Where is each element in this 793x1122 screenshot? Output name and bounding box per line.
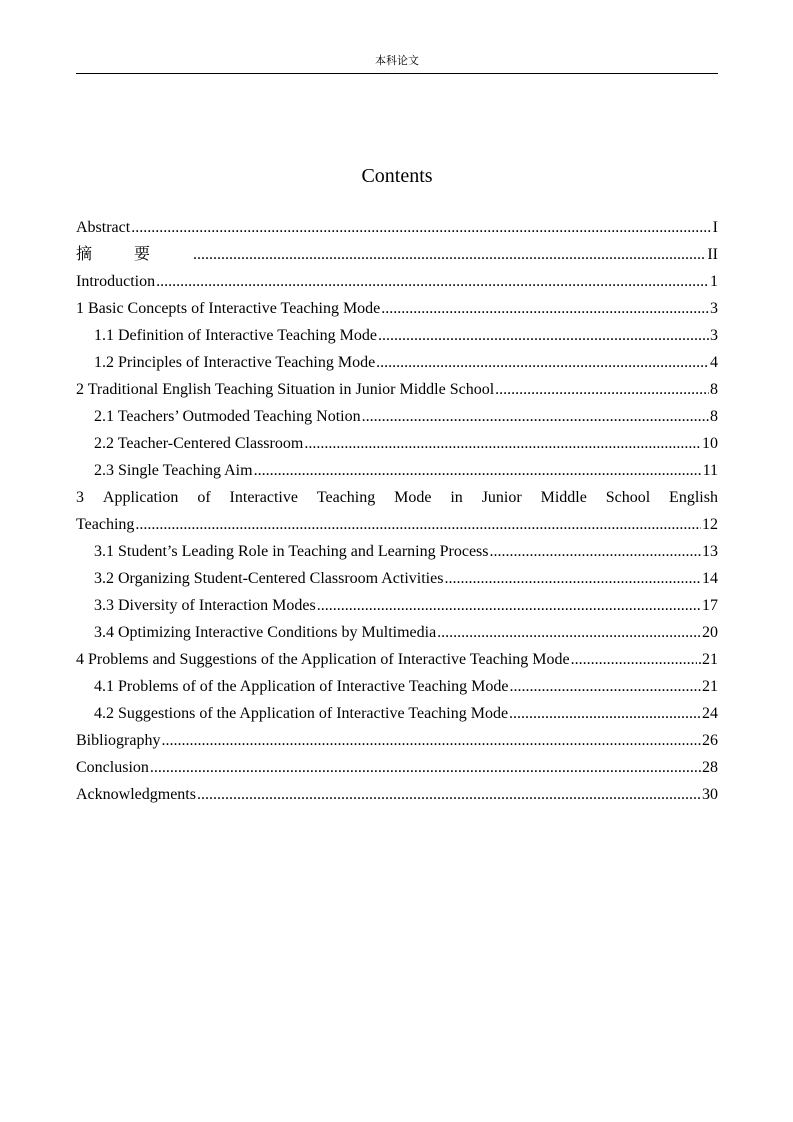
dot-leader xyxy=(135,511,701,538)
toc-entry-label: 2.3 Single Teaching Aim xyxy=(94,462,253,479)
toc-entry-page: 20 xyxy=(702,624,718,641)
toc-entry-ch1-2[interactable] xyxy=(76,349,718,376)
toc-entry-label: 3.2 Organizing Student-Centered Classroom Activities xyxy=(94,570,444,587)
toc-word: Junior xyxy=(481,489,522,506)
toc-entry-label: Teaching xyxy=(76,516,135,533)
dot-leader xyxy=(571,646,697,673)
dot-leader xyxy=(156,268,709,295)
dot-leader xyxy=(317,592,701,619)
toc-entry-page: 24 xyxy=(702,705,718,722)
toc-entry-ch2-2[interactable] xyxy=(76,430,718,457)
dot-leader xyxy=(378,322,709,349)
toc-entry-label: Acknowledgments xyxy=(76,786,196,803)
toc-entry-introduction[interactable] xyxy=(76,268,718,295)
toc-entry-page: 26 xyxy=(702,732,718,749)
toc-entry-label: 1.1 Definition of Interactive Teaching Mode xyxy=(94,327,377,344)
toc-word: Teaching xyxy=(316,489,376,506)
toc-entry-label: 3.1 Student’s Leading Role in Teaching and Learning Process xyxy=(94,543,489,560)
toc-entry-label: Conclusion xyxy=(76,759,149,776)
toc-word: Interactive xyxy=(229,489,298,506)
toc-entry-ch3-3[interactable] xyxy=(76,592,718,619)
toc-entry-ch3-2[interactable] xyxy=(76,565,718,592)
toc-entry-page: 8 xyxy=(710,408,718,425)
toc-entry-ch3-line1[interactable] xyxy=(76,484,718,511)
dot-leader xyxy=(376,349,709,376)
toc-entry-bibliography[interactable] xyxy=(76,727,718,754)
toc-entry-ch4-1[interactable] xyxy=(76,673,718,700)
dot-leader xyxy=(131,214,711,241)
toc-entry-ch1-1[interactable] xyxy=(76,322,718,349)
toc-entry-page: .21 xyxy=(698,651,718,668)
toc-entry-label: 4.1 Problems of of the Application of Interactive Teaching Mode xyxy=(94,678,509,695)
toc-entry-conclusion[interactable] xyxy=(76,754,718,781)
toc-entry-acknowledgments[interactable] xyxy=(76,781,718,808)
toc-entry-ch2-1[interactable] xyxy=(76,403,718,430)
toc-entry-label: 2.1 Teachers’ Outmoded Teaching Notion xyxy=(94,408,361,425)
toc-entry-label: Introduction xyxy=(76,273,156,290)
toc-entry-page: 30 xyxy=(702,786,718,803)
toc-entry-label: 4.2 Suggestions of the Application of Interactive Teaching Mode xyxy=(94,705,509,722)
dot-leader xyxy=(197,781,701,808)
toc-entry-page: 12 xyxy=(702,516,718,533)
dot-leader xyxy=(193,241,706,268)
dot-leader xyxy=(495,376,709,403)
toc-entry-page: 3 xyxy=(710,327,718,344)
toc-entry-page: 28 xyxy=(702,759,718,776)
dot-leader xyxy=(437,619,701,646)
toc-word: in xyxy=(450,489,463,506)
toc-entry-page: 17 xyxy=(702,597,718,614)
toc-entry-ch1[interactable] xyxy=(76,295,718,322)
toc-entry-page: I xyxy=(712,219,718,236)
toc-word: 3 xyxy=(76,489,84,506)
dot-leader xyxy=(254,457,702,484)
toc-entry-abstract-cn[interactable] xyxy=(76,241,718,268)
dot-leader xyxy=(490,538,702,565)
toc-entry-page: 14 xyxy=(702,570,718,587)
toc-entry-label: 1 Basic Concepts of Interactive Teaching Mode xyxy=(76,300,381,317)
toc-entry-label: Abstract xyxy=(76,219,131,236)
toc-entry-abstract[interactable] xyxy=(76,214,718,241)
toc-word: Middle xyxy=(540,489,587,506)
header-divider xyxy=(76,73,718,74)
toc-entry-label: 1.2 Principles of Interactive Teaching Mode xyxy=(94,354,376,371)
dot-leader xyxy=(362,403,709,430)
dot-leader xyxy=(509,673,701,700)
toc-entry-page: 4 xyxy=(710,354,718,371)
toc-entry-label: 4 Problems and Suggestions of the Application of Interactive Teaching Mode xyxy=(76,651,570,668)
toc-entry-ch3-1[interactable] xyxy=(76,538,718,565)
toc-word: English xyxy=(669,489,718,506)
toc-word: Application xyxy=(102,489,179,506)
page-title: Contents xyxy=(361,165,433,187)
toc-entry-page: 13 xyxy=(702,543,718,560)
dot-leader xyxy=(509,700,701,727)
toc-entry-label: 3.3 Diversity of Interaction Modes xyxy=(94,597,316,614)
toc-word: School xyxy=(605,489,651,506)
dot-leader xyxy=(444,565,701,592)
toc-entry-page: 11 xyxy=(702,462,718,479)
toc-entry-ch3-line2[interactable] xyxy=(76,511,718,538)
toc-entry-ch4[interactable] xyxy=(76,646,718,673)
toc-word: Mode xyxy=(394,489,432,506)
toc-entry-ch2-3[interactable] xyxy=(76,457,718,484)
dot-leader xyxy=(304,430,701,457)
toc-entry-label: 摘要 xyxy=(76,246,193,263)
toc-entry-page: 1 xyxy=(710,273,718,290)
toc-entry-page: 3 xyxy=(710,300,718,317)
toc-entry-ch4-2[interactable] xyxy=(76,700,718,727)
toc-entry-page: II xyxy=(707,246,718,263)
dot-leader xyxy=(161,727,701,754)
toc-entry-label: 2 Traditional English Teaching Situation in Junior Middle School xyxy=(76,381,495,398)
toc-entry-page: 21 xyxy=(702,678,718,695)
dot-leader xyxy=(381,295,709,322)
toc-entry-page: 8 xyxy=(710,381,718,398)
dot-leader xyxy=(150,754,701,781)
toc-entry-page: 10 xyxy=(702,435,718,452)
toc-entry-label: 2.2 Teacher-Centered Classroom xyxy=(94,435,304,452)
toc-entry-ch3-4[interactable] xyxy=(76,619,718,646)
page-header: 本科论文 xyxy=(375,55,419,67)
toc-entry-label: 3.4 Optimizing Interactive Conditions by Multimedia xyxy=(94,624,437,641)
toc-entry-label: Bibliography xyxy=(76,732,161,749)
toc-word: of xyxy=(197,489,211,506)
table-of-contents xyxy=(76,214,718,808)
toc-entry-ch2[interactable] xyxy=(76,376,718,403)
